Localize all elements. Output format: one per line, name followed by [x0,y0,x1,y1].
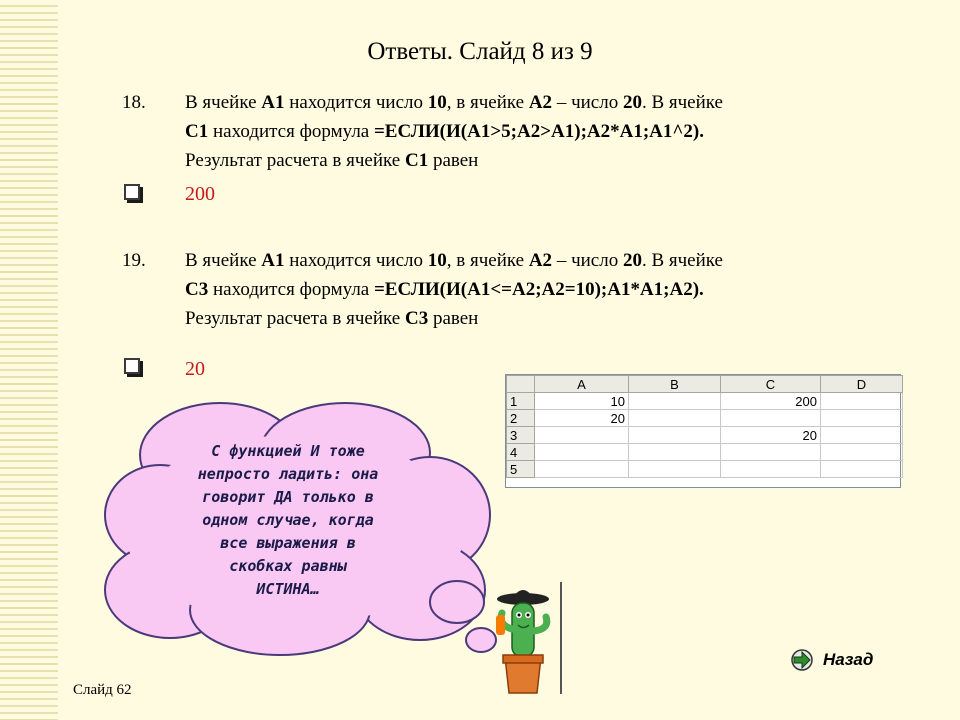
table-row [507,427,903,444]
column-header: B [629,376,721,393]
spreadsheet-excerpt [505,374,901,488]
table-row [507,461,903,478]
row-header: 3 [507,427,535,444]
cell-c2 [721,410,821,427]
q19-line-1: В ячейке А1 находится число 10, в ячейке А2 – число 20. В ячейке [185,250,723,271]
cell-c3: 20 [721,427,821,444]
back-button-label: Назад [823,650,874,669]
row-header: 2 [507,410,535,427]
decorative-stripes [0,0,58,720]
cell-c1: 200 [721,393,821,410]
back-arrow-icon [791,649,813,671]
column-header: D [821,376,903,393]
cell-c4 [721,444,821,461]
answer-bullet-19 [124,358,140,374]
question-number-18: 18. [122,92,146,113]
table-row [507,410,903,427]
divider-line [560,582,562,694]
slide-number-footer: Слайд 62 [73,682,132,698]
table-row [507,393,903,410]
cell-d1 [821,393,903,410]
cell-b1 [629,393,721,410]
q18-line-2: С1 находится формула =ЕСЛИ(И(А1>5;А2>А1);А2*А1;А1^2). [185,121,705,142]
answer-18: 200 [185,183,215,205]
cell-d4 [821,444,903,461]
cell-b4 [629,444,721,461]
thought-dot-large [430,581,484,623]
back-button[interactable] [791,646,873,674]
row-header: 5 [507,461,535,478]
spreadsheet-table [506,375,903,478]
cell-b5 [629,461,721,478]
row-header: 4 [507,444,535,461]
q19-line-2: С3 находится формула =ЕСЛИ(И(А1<=А2;А2=10);А1*А1;А2). [185,279,704,300]
cell-b2 [629,410,721,427]
answer-19: 20 [185,358,205,380]
q18-line-1: В ячейке А1 находится число 10, в ячейке А2 – число 20. В ячейке [185,92,723,113]
cell-a3 [535,427,629,444]
cell-a1: 10 [535,393,629,410]
cell-b3 [629,427,721,444]
question-text-18 [185,88,885,175]
question-number-19: 19. [122,250,146,271]
question-text-19 [185,246,885,333]
q19-line-3: Результат расчета в ячейке С3 равен [185,308,479,329]
corner-cell [507,376,535,393]
answer-bullet-18 [124,184,140,200]
cell-c5 [721,461,821,478]
cactus-illustration [490,585,560,695]
cell-d5 [821,461,903,478]
cell-a4 [535,444,629,461]
q18-line-3: Результат расчета в ячейке С1 равен [185,150,479,171]
slide-title: Ответы. Слайд 8 из 9 [367,38,593,65]
column-header-row [507,376,903,393]
cell-d3 [821,427,903,444]
cell-d2 [821,410,903,427]
column-header: A [535,376,629,393]
cell-a5 [535,461,629,478]
cell-a2: 20 [535,410,629,427]
row-header: 1 [507,393,535,410]
table-row [507,444,903,461]
callout-text: С функцией И тоже непросто ладить: она говорит ДА только в одном случае, когда все выражения в скобках равны ИСТИНА… [197,442,379,598]
column-header: C [721,376,821,393]
